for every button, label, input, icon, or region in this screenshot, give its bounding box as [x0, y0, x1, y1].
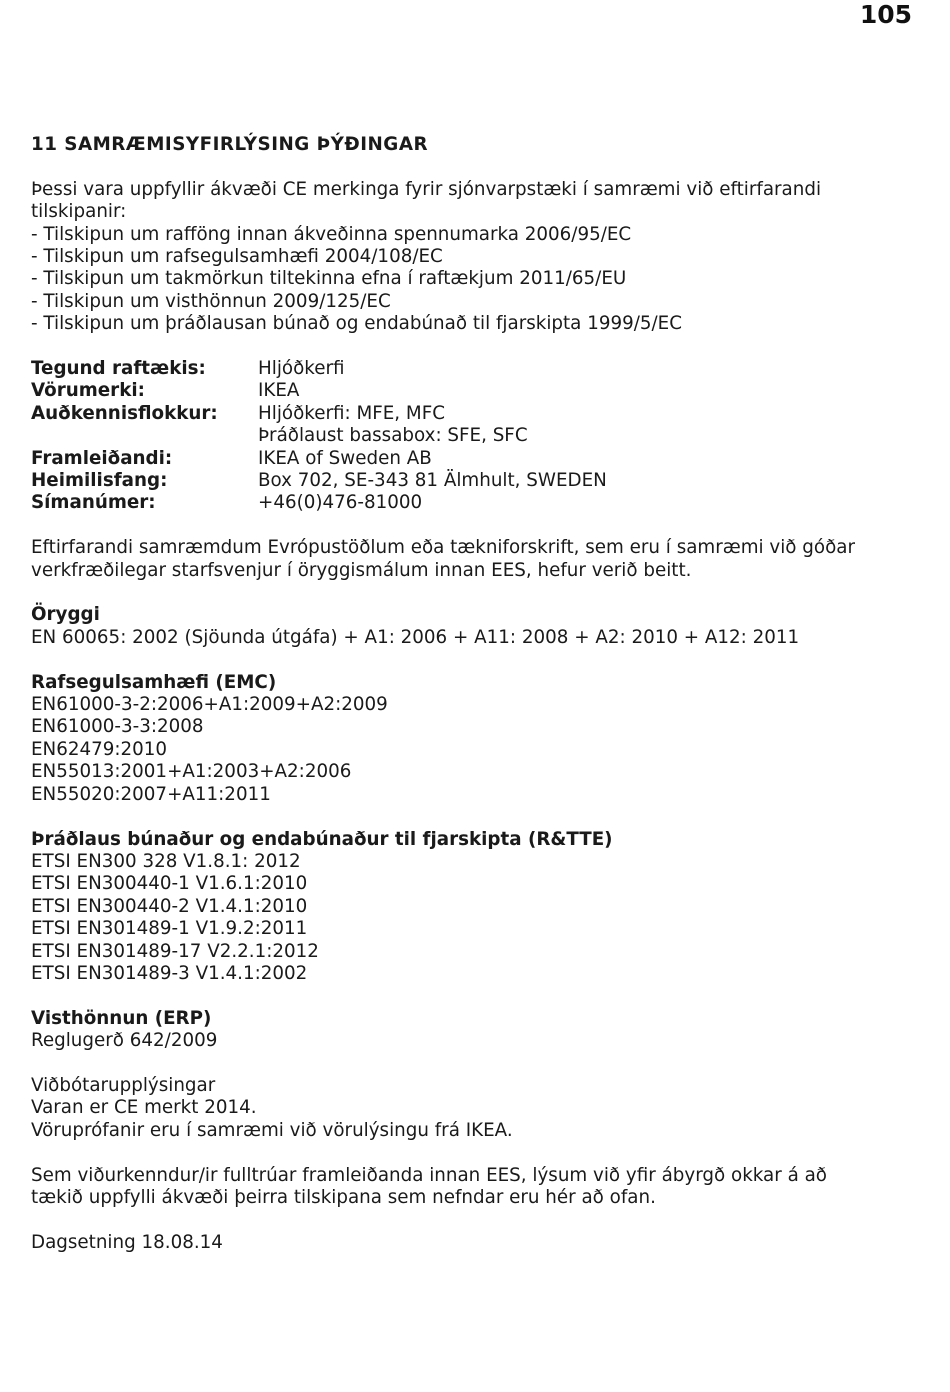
standard-item: ETSI EN300440-2 V1.4.1:2010 — [31, 895, 308, 917]
directive-item: - Tilskipun um rafsegulsamhæfi 2004/108/EC — [31, 246, 443, 268]
standard-item: ETSI EN300440-1 V1.6.1:2010 — [31, 873, 308, 895]
directive-item: - Tilskipun um rafföng innan ákveðinna spennumarka 2006/95/EC — [31, 223, 632, 245]
directive-item: - Tilskipun um þráðlausan búnað og endabúnað til fjarskipta 1999/5/EC — [31, 313, 682, 335]
standard-item: EN62479:2010 — [31, 738, 168, 760]
info-value: IKEA — [258, 380, 300, 402]
section-erp — [31, 1008, 911, 1053]
info-row — [31, 492, 607, 514]
intro-line: Þessi vara uppfyllir ákvæði CE merkinga fyrir sjónvarpstæki í samræmi við eftirfarandi — [31, 178, 822, 200]
info-row — [31, 470, 607, 492]
info-label — [31, 425, 258, 447]
info-value: +46(0)476-81000 — [258, 492, 423, 514]
product-info-table — [31, 358, 607, 515]
additional-info-paragraph — [31, 1075, 911, 1142]
info-label: Heimilisfang: — [31, 470, 168, 492]
info-label: Tegund raftækis: — [31, 358, 206, 380]
directive-item: - Tilskipun um takmörkun tiltekinna efna í raftækjum 2011/65/EU — [31, 268, 627, 290]
page-number: 105 — [859, 0, 912, 29]
section-rtte — [31, 829, 911, 986]
paragraph-line: Vöruprófanir eru í samræmi við vörulýsingu frá IKEA. — [31, 1119, 513, 1141]
info-value: Þráðlaust bassabox: SFE, SFC — [258, 425, 528, 447]
info-value: Hljóðkerfi: MFE, MFC — [258, 402, 445, 424]
info-row — [31, 425, 607, 447]
section-title: Þráðlaus búnaður og endabúnaður til fjarskipta (R&TTE) — [31, 828, 613, 850]
info-label: Auðkennisflokkur: — [31, 402, 218, 424]
paragraph-line: Viðbótarupplýsingar — [31, 1074, 216, 1096]
standard-item: EN55020:2007+A11:2011 — [31, 783, 271, 805]
date-line: Dagsetning 18.08.14 — [31, 1231, 223, 1253]
paragraph-line: tækið uppfylli ákvæði þeirra tilskipana sem nefndar eru hér að ofan. — [31, 1186, 656, 1208]
directive-item: - Tilskipun um visthönnun 2009/125/EC — [31, 290, 391, 312]
section-title: Visthönnun (ERP) — [31, 1007, 212, 1029]
info-row — [31, 358, 607, 380]
standard-item: ETSI EN300 328 V1.8.1: 2012 — [31, 850, 301, 872]
document-body — [31, 134, 911, 1277]
intro-line: tilskipanir: — [31, 201, 127, 223]
paragraph-line: Eftirfarandi samræmdum Evrópustöðlum eða tækniforskrift, sem eru í samræmi við góðar — [31, 537, 855, 559]
standard-item: ETSI EN301489-3 V1.4.1:2002 — [31, 962, 308, 984]
paragraph-line: Varan er CE merkt 2014. — [31, 1097, 257, 1119]
declaration-paragraph — [31, 1165, 911, 1210]
info-label: Vörumerki: — [31, 380, 145, 402]
section-title: Rafsegulsamhæfi (EMC) — [31, 671, 277, 693]
info-label: Framleiðandi: — [31, 447, 173, 469]
info-value: Box 702, SE-343 81 Älmhult, SWEDEN — [258, 470, 607, 492]
standard-item: ETSI EN301489-1 V1.9.2:2011 — [31, 918, 308, 940]
info-row — [31, 448, 607, 470]
section-title: Öryggi — [31, 604, 100, 626]
paragraph-line: verkfræðilegar starfsvenjur í öryggismálum innan EES, hefur verið beitt. — [31, 559, 692, 581]
info-label: Símanúmer: — [31, 492, 156, 514]
info-value: Hljóðkerfi — [258, 358, 345, 380]
paragraph-line: Sem viðurkenndur/ir fulltrúar framleiðanda innan EES, lýsum við yfir ábyrgð okkar á að — [31, 1164, 827, 1186]
standard-item: ETSI EN301489-17 V2.2.1:2012 — [31, 940, 319, 962]
info-row — [31, 380, 607, 402]
document-heading: 11 SAMRÆMISYFIRLÝSING ÞÝÐINGAR — [31, 134, 429, 155]
standards-intro-paragraph — [31, 537, 911, 582]
standard-item: EN61000-3-2:2006+A1:2009+A2:2009 — [31, 694, 388, 716]
standard-item: Reglugerð 642/2009 — [31, 1030, 218, 1052]
standard-item: EN61000-3-3:2008 — [31, 716, 204, 738]
section-safety — [31, 604, 911, 649]
standard-item: EN55013:2001+A1:2003+A2:2006 — [31, 761, 352, 783]
section-emc — [31, 672, 911, 806]
standard-item: EN 60065: 2002 (Sjöunda útgáfa) + A1: 2006 + A11: 2008 + A2: 2010 + A12: 2011 — [31, 626, 800, 648]
info-row — [31, 403, 607, 425]
info-value: IKEA of Sweden AB — [258, 447, 432, 469]
intro-paragraph — [31, 179, 911, 336]
